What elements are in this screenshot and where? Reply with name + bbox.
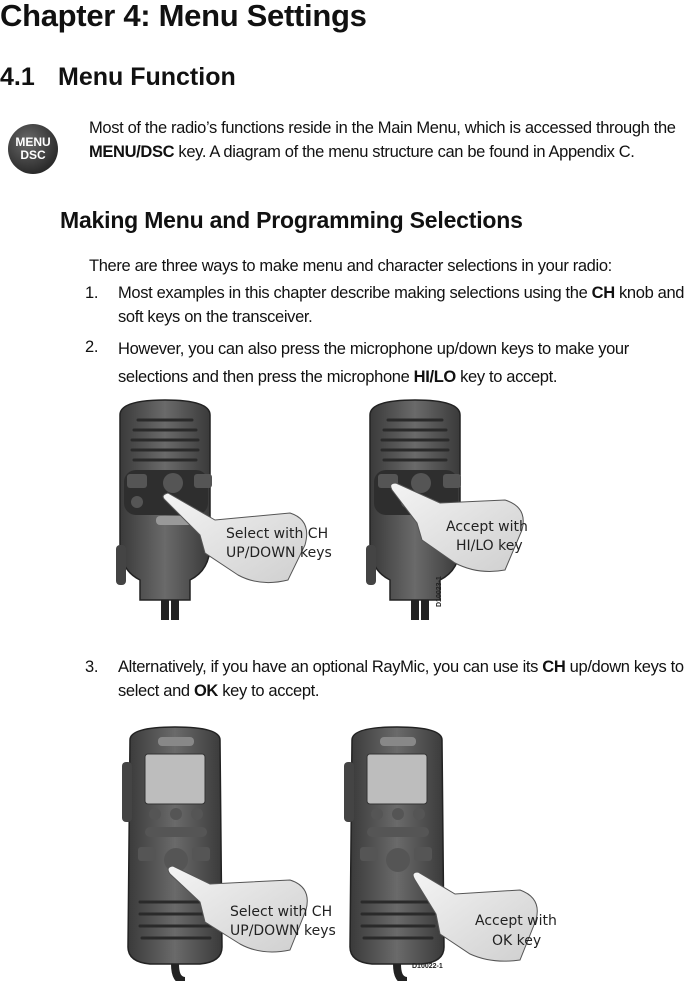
figure2-right-label-line1: Accept with — [475, 913, 557, 929]
menu-key-line1: MENU — [15, 135, 51, 149]
microphone-left-image — [116, 400, 307, 620]
list-text: Most examples in this chapter describe making selections using the CH knob and soft keys on the transceiver. — [118, 284, 685, 326]
menu-key-line2: DSC — [20, 148, 46, 162]
intro-paragraph — [89, 116, 693, 164]
ch-key-ref: CH — [542, 658, 566, 676]
figure1-code: D10023-1 — [436, 576, 443, 607]
subsection-title: Making Menu and Programming Selections — [60, 207, 523, 233]
section-title: Menu Function — [58, 63, 236, 91]
section-heading — [0, 63, 236, 92]
intro-text-end: key. A diagram of the menu structure can be found in Appendix C. — [174, 143, 635, 161]
raymic-left-image — [122, 727, 307, 981]
ch-key-ref: CH — [591, 284, 615, 302]
menu-dsc-key-ref: MENU/DSC — [89, 143, 175, 161]
chapter-title: Chapter 4: Menu Settings — [0, 0, 367, 33]
figure2-code: D10022-1 — [412, 963, 443, 970]
figure2-right-label-line2: OK key — [492, 933, 542, 949]
section-number: 4.1 — [0, 63, 35, 91]
microphone-figure — [0, 395, 693, 620]
figure1-left-label-line2: UP/DOWN keys — [226, 545, 332, 561]
raymic-figure — [0, 722, 693, 981]
list-number: 2. — [85, 338, 99, 356]
list-text: However, you can also press the microphone up/down keys to make your selections and then press the microphone HI/LO key to accept. — [118, 340, 629, 386]
menu-dsc-key-icon — [8, 124, 58, 174]
figure1-left-label-line1: Select with CH — [226, 526, 329, 542]
lead-paragraph: There are three ways to make menu and character selections in your radio: — [89, 257, 612, 275]
list-text: Alternatively, if you have an optional RayMic, you can use its CH up/down keys to select and OK key to accept. — [118, 658, 684, 700]
hi-lo-key-ref: HI/LO — [413, 368, 456, 386]
figure2-left-label-line1: Select with CH — [230, 904, 333, 920]
ok-key-ref: OK — [193, 682, 219, 700]
figure2-left-label-line2: UP/DOWN keys — [230, 923, 336, 939]
intro-text: Most of the radio’s functions reside in the Main Menu, which is accessed through the — [89, 119, 676, 137]
list-number: 1. — [85, 284, 99, 302]
figure1-right-label-line1: Accept with — [446, 519, 528, 535]
microphone-right-image — [366, 400, 523, 620]
list-number: 3. — [85, 658, 99, 676]
figure1-right-label-line2: HI/LO key — [456, 538, 523, 554]
